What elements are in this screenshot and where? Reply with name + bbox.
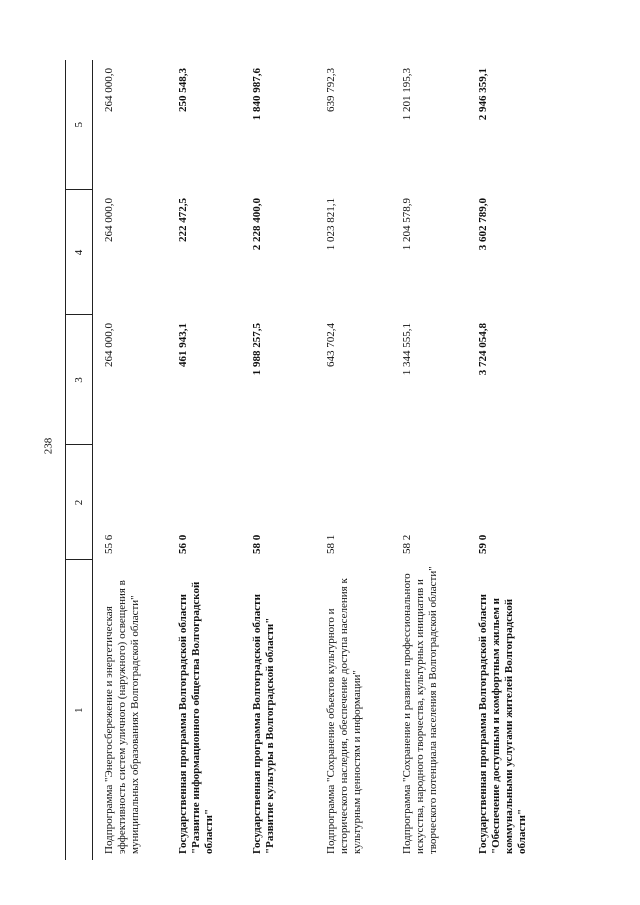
document-area	[65, 60, 585, 860]
row-value-4: 1 204 578,9	[401, 198, 413, 251]
row-value-4: 264 000,0	[103, 198, 115, 242]
row-value-5: 639 792,3	[325, 68, 337, 112]
row-value-3: 1 344 555,1	[401, 323, 413, 376]
table-row	[241, 60, 315, 860]
row-value-3: 264 000,0	[103, 323, 115, 367]
row-code: 59 0	[477, 534, 489, 554]
row-value-5: 1 201 195,3	[401, 68, 413, 121]
header-col-1: 1	[66, 560, 93, 860]
header-col-4: 4	[66, 190, 93, 315]
row-value-5: 250 548,3	[177, 68, 189, 112]
row-name: Подпрограмма "Энергосбережение и энергетическая эффективность систем уличного (наружного) освещения в муниципальных образованиях Волгоградской области"	[103, 580, 141, 854]
row-code: 58 0	[251, 534, 263, 554]
table-row	[167, 60, 241, 860]
row-value-3: 461 943,1	[177, 323, 189, 367]
row-value-5: 2 946 359,1	[477, 68, 489, 121]
row-value-4: 3 602 789,0	[477, 198, 489, 251]
row-code: 56 0	[177, 534, 189, 554]
table-row	[315, 60, 391, 860]
row-value-4: 222 472,5	[177, 198, 189, 242]
header-col-3: 3	[66, 315, 93, 445]
table-row	[391, 60, 467, 860]
row-value-4: 2 228 400,0	[251, 198, 263, 251]
table-row	[467, 60, 551, 860]
row-value-5: 264 000,0	[103, 68, 115, 112]
header-col-5: 5	[66, 60, 93, 190]
row-name: Подпрограмма "Сохранение и развитие профессионального искусства, народного творчества, культурных инициатив и творческого потенциала населения в Волгоградской области"	[401, 566, 439, 854]
row-code: 58 1	[325, 534, 337, 554]
row-value-3: 1 988 257,5	[251, 323, 263, 376]
row-value-5: 1 840 987,6	[251, 68, 263, 121]
row-value-4: 1 023 821,1	[325, 198, 337, 251]
budget-table-rotated	[65, 60, 585, 860]
row-name: Государственная программа Волгоградской области "Развитие информационного общества Волгоградской области"	[177, 581, 215, 854]
budget-table	[65, 60, 551, 860]
row-value-3: 643 702,4	[325, 323, 337, 367]
table-header-row	[66, 60, 93, 860]
page-number: 238	[42, 437, 55, 455]
row-code: 55 6	[103, 534, 115, 554]
row-value-3: 3 724 054,8	[477, 323, 489, 376]
table-row	[93, 60, 168, 860]
row-name: Государственная программа Волгоградской области "Развитие культуры в Волгоградской области"	[251, 594, 276, 854]
header-col-2: 2	[66, 445, 93, 560]
row-name: Государственная программа Волгоградской области "Обеспечение доступным и комфортным жильем и коммунальными услугами жителей Волгоградской области"	[477, 594, 528, 854]
row-code: 58 2	[401, 534, 413, 554]
row-name: Подпрограмма "Сохранение объектов культурного и исторического наследия, обеспечение доступа населения к культурным ценностям и информации"	[325, 578, 363, 854]
